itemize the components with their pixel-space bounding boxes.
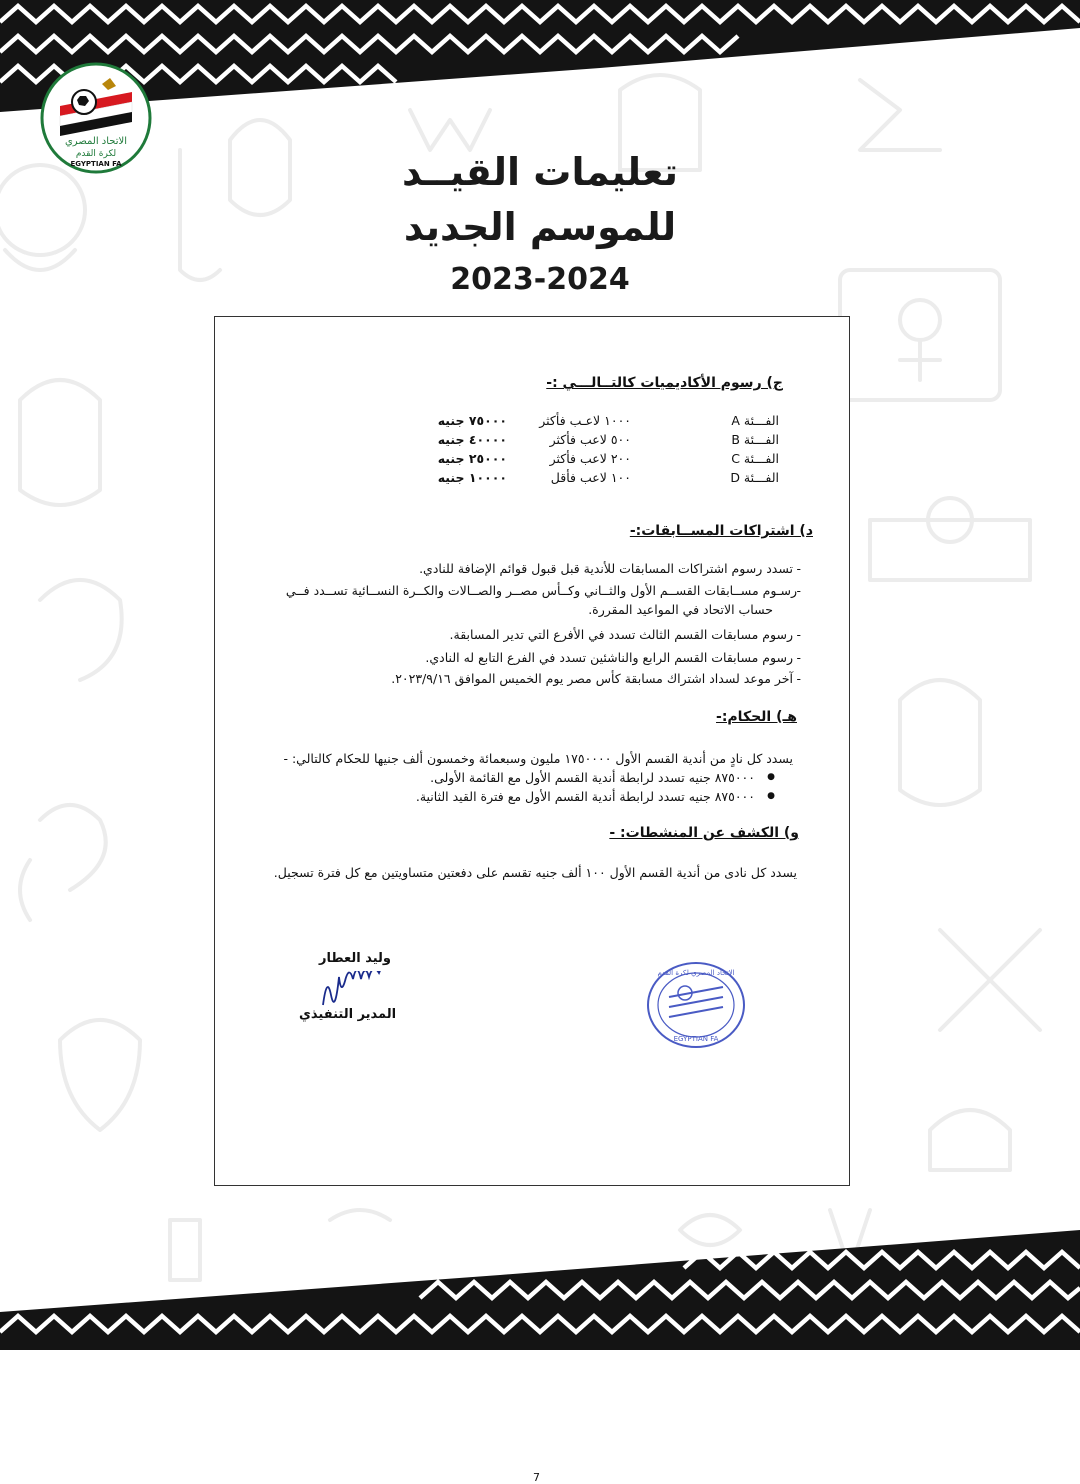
list-item-continuation: حساب الاتحاد في المواعيد المقررة. — [588, 602, 773, 617]
fee-players: ١٠٠ لاعب فأقل — [550, 470, 631, 485]
section-d-title: د) اشتراكات المســابقات:- — [629, 523, 813, 539]
fee-category: الفـــئة C — [731, 451, 779, 466]
academy-fees-table — [419, 413, 779, 493]
dash-marker: - — [796, 650, 801, 665]
logo-text-en: EGYPTIAN FA — [70, 160, 122, 168]
bullet-item: ٨٧٥٠٠٠ جنيه تسدد لرابطة أندية القسم الأول مع فترة القيد الثانية. — [415, 789, 755, 804]
fee-amount: ٧٥٠٠٠ جنيه — [437, 413, 507, 428]
fee-category: الفـــئة A — [731, 413, 779, 428]
bullet-dot: ● — [767, 772, 775, 782]
top-zigzag-border — [0, 0, 1080, 120]
dash-marker: - — [796, 583, 801, 598]
signatory-role: المدير التنفيذي — [299, 1007, 397, 1022]
stamp-text-en: EGYPTIAN FA — [673, 1035, 719, 1043]
bullet-dot: ● — [767, 791, 775, 801]
section-c-title: ج) رسوم الأكاديميات كالتــالـــي :- — [546, 375, 783, 391]
fee-category: الفـــئة B — [731, 432, 779, 447]
fee-players: ١٠٠٠ لاعـب فأكثر — [539, 413, 631, 428]
list-item: تسدد رسوم اشتراكات المسابقات للأندية قبل قبول قوائم الإضافة للنادي. — [419, 561, 793, 576]
section-h-title: هـ) الحكام:- — [716, 709, 797, 725]
list-item: رسـوم مســابقات القســم الأول والثــاني وكــأس مصــر والصــالات والكــرة النســائية تســدد فــي — [285, 583, 797, 598]
handwritten-signature — [319, 971, 391, 1011]
logo-text-ar-2: لكرة القدم — [75, 149, 117, 159]
official-stamp — [643, 957, 749, 1053]
season-label: 2023-2024 — [450, 262, 630, 297]
bottom-zigzag-border — [0, 1220, 1080, 1350]
section-h-intro: يسدد كل نادٍ من أندية القسم الأول ١٧٥٠٠٠٠ مليون وسبعمائة وخمسون ألف جنيها للحكام كالتالي: - — [283, 751, 793, 766]
fee-players: ٢٠٠ لاعب فأكثر — [549, 451, 631, 466]
fee-row — [419, 470, 779, 488]
title-line-1: تعليمات القيــد — [402, 150, 678, 194]
stamp-text-ar: الاتحاد المصري لكرة القدم — [657, 969, 735, 977]
fee-players: ٥٠٠ لاعب فأكثر — [549, 432, 631, 447]
list-item: رسوم مسابقات القسم الرابع والناشئين تسدد في الفرع التابع له النادي. — [425, 650, 793, 665]
scanned-document — [214, 316, 850, 1484]
dash-marker: - — [796, 561, 801, 576]
fee-row — [419, 413, 779, 431]
fee-amount: ٢٥٠٠٠ جنيه — [437, 451, 507, 466]
signatory-name: وليد العطار — [319, 951, 392, 966]
dash-marker: - — [796, 627, 801, 642]
fee-amount: ٤٠٠٠٠ جنيه — [437, 432, 507, 447]
dash-marker: - — [796, 671, 801, 686]
title-line-2: للموسم الجديد — [403, 205, 677, 249]
fee-row — [419, 451, 779, 469]
list-item: رسوم مسابقات القسم الثالث تسدد في الأفرع التي تدير المسابقة. — [449, 627, 793, 642]
page-number: 7 — [533, 1471, 540, 1484]
list-item: آخر موعد لسداد اشتراك مسابقة كأس مصر يوم الخميس الموافق ٢٠٢٣/٩/١٦. — [391, 671, 793, 686]
bullet-item: ٨٧٥٠٠٠ جنيه تسدد لرابطة أندية القسم الأول مع القائمة الأولى. — [430, 770, 755, 785]
fee-row — [419, 432, 779, 450]
section-w-text: يسدد كل نادى من أندية القسم الأول ١٠٠ ألف جنيه تقسم على دفعتين متساويتين مع كل فترة تسجيل. — [273, 865, 797, 880]
section-d-list — [233, 561, 797, 691]
logo-text-ar-1: الاتحاد المصري — [64, 136, 128, 147]
fee-category: الفـــئة D — [730, 470, 779, 485]
fee-amount: ١٠٠٠٠ جنيه — [437, 470, 507, 485]
section-w-title: و) الكشف عن المنشطات: - — [609, 825, 799, 841]
egyptian-fa-logo — [40, 62, 152, 174]
